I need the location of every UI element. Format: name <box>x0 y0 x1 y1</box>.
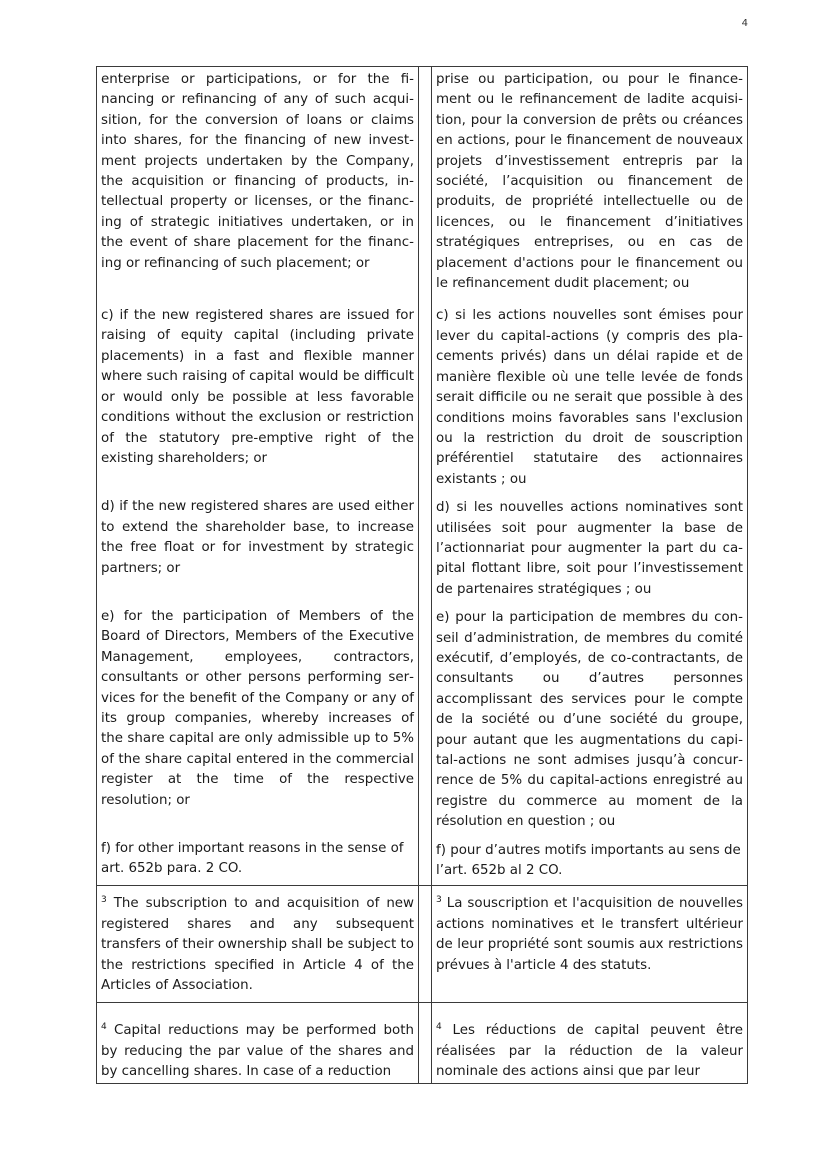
english-column-cell <box>97 1003 419 1083</box>
french-column-cell <box>432 67 748 886</box>
english-column-cell <box>97 67 419 886</box>
french-column-cell <box>432 886 748 1003</box>
paragraph-4-fr <box>436 1021 743 1082</box>
column-gap <box>419 1003 432 1083</box>
paragraph-c-en: c) if the new registered shares are issued for raising of equity capital (including private placements) in a fast and flexible manner where such raising of capital would be difficult or would only be possible at less favorable conditions without the exclusion or restriction of the statutory pre-emptive right of the existing shareholders; or <box>101 308 414 466</box>
footnote-number: 3 <box>101 895 107 906</box>
paragraph-d-en: d) if the new registered shares are used either to extend the shareholder base, to increase the free float or for investment by strategic partners; or <box>101 499 414 576</box>
paragraph-e-en: e) for the participation of Members of the Board of Directors, Members of the Executive Management, employees, contractors, consultants or other persons performing services for the benefit of the Company or any of its group companies, whereby increases of the share capital are only admissible up to 5% of the share capital entered in the commercial register at the time of the respective resolution; or <box>101 608 414 808</box>
paragraph-c-fr: c) si les actions nouvelles sont émises pour lever du capital-actions (y compris des placements privés) dans un délai rapide et de manière flexible où une telle levée de fonds serait difficile ou ne serait que possible à des conditions moins favorables sans l'exclusion ou la restriction du droit de souscription préférentiel statutaire des actionnaires existants ; ou <box>436 308 743 487</box>
table-row <box>97 886 748 1003</box>
page-number: 4 <box>741 18 748 29</box>
footnote-number: 3 <box>436 895 442 906</box>
french-column-cell <box>432 1003 748 1083</box>
paragraph-3-en-text: The subscription to and acquisition of new registered shares and any subsequent transfers of their ownership shall be subject to the restrictions specified in Article 4 of the Articles of Association. <box>101 896 414 994</box>
paragraph-d-fr: d) si les nouvelles actions nominatives sont utilisées soit pour augmenter la base de l’actionnariat pour augmenter la part du capital flottant libre, soit pour l’investissement de partenaires stratégiques ; ou <box>436 500 743 597</box>
bilingual-articles-table <box>96 66 748 1084</box>
paragraph-4-fr-text: Les réductions de capital peuvent être réalisées par la réduction de la valeur nominale des actions ainsi que par leur <box>436 1023 743 1080</box>
paragraph-b-continuation-en: enterprise or participations, or for the financing or refinancing of any of such acquisition, for the conversion of loans or claims into shares, for the financing of new investment projects undertaken by the Company, the acquisition or financing of products, intellectual property or licenses, or the financing of strategic initiatives undertaken, or in the event of share placement for the financing or refinancing of such placement; or <box>101 72 414 271</box>
paragraph-4-en-text: Capital reductions may be performed both by reducing the par value of the shares and by cancelling shares. In case of a reduction <box>101 1023 414 1080</box>
paragraph-f-fr: f) pour d’autres motifs importants au sens de l’art. 652b al 2 CO. <box>436 842 741 879</box>
paragraph-3-fr <box>436 894 743 976</box>
paragraph-4-en <box>101 1021 414 1082</box>
table-row <box>97 67 748 886</box>
column-gap <box>419 886 432 1003</box>
column-gap <box>419 67 432 886</box>
paragraph-3-fr-text: La souscription et l'acquisition de nouvelles actions nominatives et le transfert ultérieur de leur propriété sont soumis aux restrictions prévues à l'article 4 des statuts. <box>436 896 743 973</box>
footnote-number: 4 <box>101 1022 107 1033</box>
footnote-number: 4 <box>436 1022 442 1033</box>
paragraph-e-fr: e) pour la participation de membres du conseil d’administration, de membres du comité exécutif, d’employés, de co-contractants, de consultants ou d’autres personnes accomplissant des services pour le compte de la société ou d’une société du groupe, pour autant que les augmentations du capital-actions ne sont admises jusqu’à concurrence de 5% du capital-actions enregistré au registre du commerce au moment de la résolution en question ; ou <box>436 610 743 830</box>
table-row <box>97 1003 748 1083</box>
english-column-cell <box>97 886 419 1003</box>
paragraph-f-en: f) for other important reasons in the sense of art. 652b para. 2 CO. <box>101 841 404 877</box>
paragraph-3-en <box>101 894 414 996</box>
paragraph-b-continuation-fr: prise ou participation, ou pour le financement ou le refinancement de ladite acquisition, pour la conversion de prêts ou créances en actions, pour le financement de nouveaux projets d’investissement entrepris par la société, l’acquisition ou financement de produits, de propriété intellectuelle ou de licences, ou le financement d’initiatives stratégiques entreprises, ou en cas de placement d'actions pour le financement ou le refinancement dudit placement; ou <box>436 72 743 292</box>
